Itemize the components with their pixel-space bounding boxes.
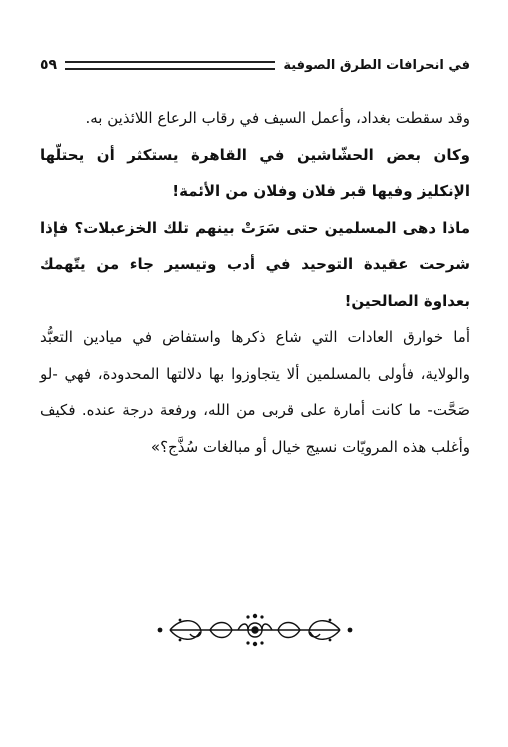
floral-divider-icon	[150, 610, 360, 650]
paragraph-4: أما خوارق العادات التي شاع ذكرها واستفاض في ميادين التعبُّد والولاية، فأولى بالمسلمين ألا يتجاوزوا بها دلالتها المحدودة، فهي -لو صَحَّت- ما كانت أمارة على قربى من الله، ورفعة درجة عنده. فكيف وأغلب هذه المرويّات نسيج خيال أو مبالغات سُذَّج؟»	[40, 328, 470, 456]
paragraph-2: وكان بعض الحشّاشين في القاهرة يستكثر أن يحتلّها الإنكليز وفيها قبر فلان وفلان من الأئمة!	[40, 145, 470, 200]
page-number: ٥٩	[40, 57, 58, 73]
body-text	[40, 100, 470, 465]
paragraph-1: وقد سقطت بغداد، وأعمل السيف في رقاب الرعاع اللائذين به.	[85, 109, 470, 127]
running-header	[40, 52, 470, 78]
paragraph-3: ماذا دهى المسلمين حتى سَرَتْ بينهم تلك الخزعبلات؟ فإذا شرحت عقيدة التوحيد في أدب وتيسير جاء من يتّهمك بعداوة الصالحين!	[40, 218, 470, 310]
header-rule	[65, 61, 275, 70]
header-title: في انحرافات الطرق الصوفية	[283, 57, 470, 73]
